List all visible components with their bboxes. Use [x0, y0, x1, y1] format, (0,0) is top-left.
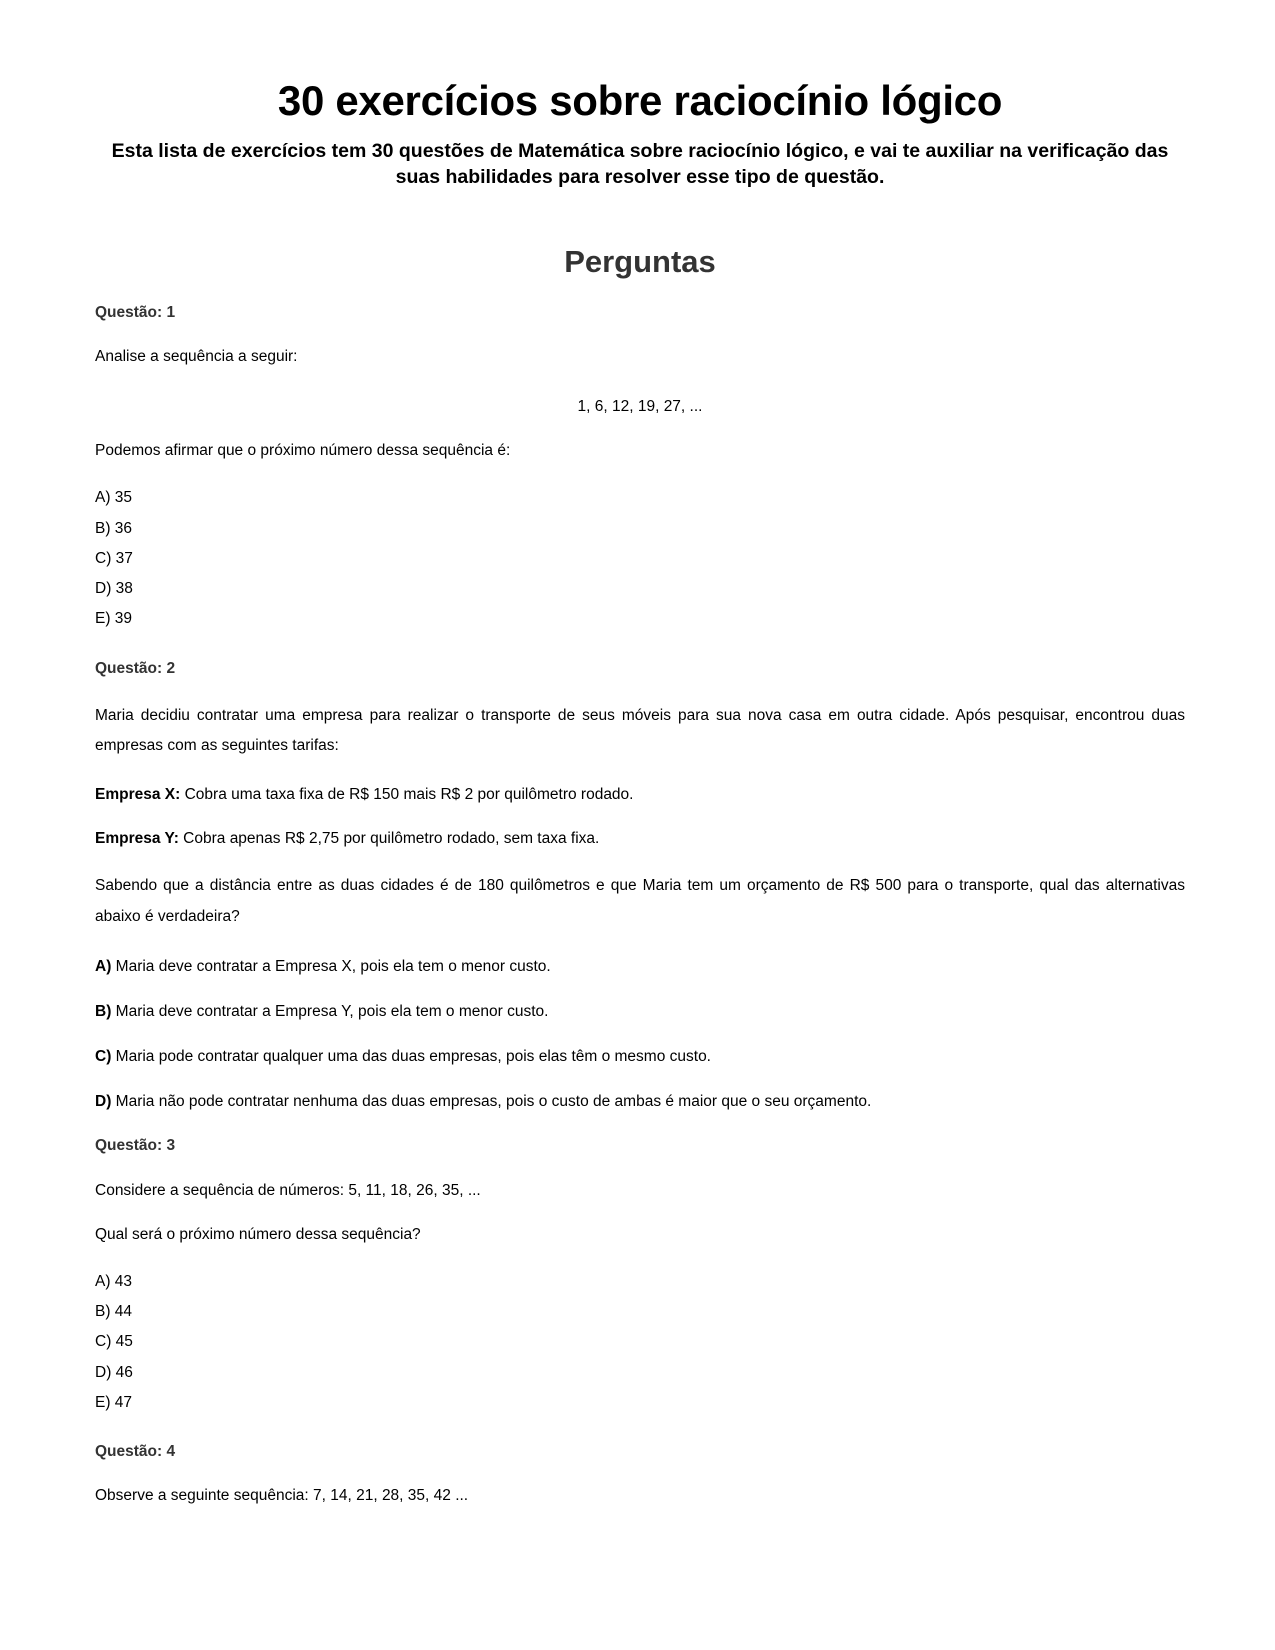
choice-item[interactable]: C) 37: [95, 549, 133, 567]
option-letter: D): [95, 1093, 112, 1111]
question-4-intro: Observe a seguinte sequência: 7, 14, 21, 28, 35, 42 ...: [95, 1487, 469, 1505]
company-y-label: Empresa Y:: [95, 830, 179, 848]
company-y-text: Cobra apenas R$ 2,75 por quilômetro rodado, sem taxa fixa.: [178, 830, 600, 848]
question-2-option-a[interactable]: [95, 932, 1185, 977]
company-x-text: Cobra uma taxa fixa de R$ 150 mais R$ 2 por quilômetro rodado.: [180, 786, 634, 804]
question-2-prompt: Sabendo que a distância entre as duas cidades é de 180 quilômetros e que Maria tem um orçamento de R$ 500 para o transporte, qual das alternativas abaixo é verdadeira?: [95, 877, 1185, 925]
question-label-2: Questão: 2: [95, 659, 176, 677]
company-x-label: Empresa X:: [95, 786, 181, 804]
question-3-choices: [95, 1245, 1185, 1418]
option-letter: B): [95, 1003, 112, 1021]
question-block-2: [95, 635, 1185, 1113]
question-block-4: [95, 1418, 1185, 1506]
choice-item[interactable]: A) 43: [95, 1272, 133, 1290]
question-label-3: Questão: 3: [95, 1137, 176, 1155]
choice-item[interactable]: B) 36: [95, 519, 133, 537]
question-label-4: Questão: 4: [95, 1442, 176, 1460]
question-block-3: [95, 1112, 1185, 1418]
question-1-choices: [95, 461, 1185, 634]
option-letter: C): [95, 1048, 112, 1066]
option-letter: A): [95, 957, 112, 975]
option-text: Maria deve contratar a Empresa X, pois ela tem o menor custo.: [111, 957, 551, 975]
option-text: Maria pode contratar qualquer uma das duas empresas, pois elas têm o mesmo custo.: [111, 1048, 711, 1066]
document-subtitle: Esta lista de exercícios tem 30 questões de Matemática sobre raciocínio lógico, e vai te auxiliar na verificação das suas habilidades para resolver esse tipo de questão.: [111, 140, 1169, 189]
question-3-prompt: Qual será o próximo número dessa sequência?: [95, 1225, 421, 1243]
question-2-option-d[interactable]: [95, 1067, 1185, 1112]
page-title: 30 exercícios sobre raciocínio lógico: [277, 77, 1003, 124]
choice-item[interactable]: C) 45: [95, 1333, 133, 1351]
choice-item[interactable]: E) 47: [95, 1393, 133, 1411]
question-1-intro: Analise a sequência a seguir:: [95, 348, 298, 366]
question-label-1: Questão: 1: [95, 303, 176, 321]
choice-item[interactable]: D) 38: [95, 580, 133, 598]
option-text: Maria deve contratar a Empresa Y, pois ela tem o menor custo.: [111, 1003, 549, 1021]
question-2-option-c[interactable]: [95, 1022, 1185, 1067]
question-1-sequence: 1, 6, 12, 19, 27, ...: [577, 398, 703, 416]
choice-item[interactable]: A) 35: [95, 489, 133, 507]
question-2-paragraph: Maria decidiu contratar uma empresa para realizar o transporte de seus móveis para sua nova casa em outra cidade. Após pesquisar, encontrou duas empresas com as seguintes tarifas:: [95, 706, 1185, 754]
question-block-1: [95, 279, 1185, 635]
choice-item[interactable]: D) 46: [95, 1363, 133, 1381]
choice-item[interactable]: E) 39: [95, 610, 133, 628]
question-2-company-y: [95, 805, 1185, 849]
option-text: Maria não pode contratar nenhuma das duas empresas, pois o custo de ambas é maior que o seu orçamento.: [111, 1093, 872, 1111]
choice-item[interactable]: B) 44: [95, 1303, 133, 1321]
section-heading-perguntas: Perguntas: [564, 243, 716, 279]
question-2-option-b[interactable]: [95, 977, 1185, 1022]
question-1-prompt: Podemos afirmar que o próximo número dessa sequência é:: [95, 442, 511, 460]
question-2-company-x: [95, 761, 1185, 805]
question-3-intro: Considere a sequência de números: 5, 11, 18, 26, 35, ...: [95, 1181, 481, 1199]
document-content: [95, 0, 1185, 1506]
